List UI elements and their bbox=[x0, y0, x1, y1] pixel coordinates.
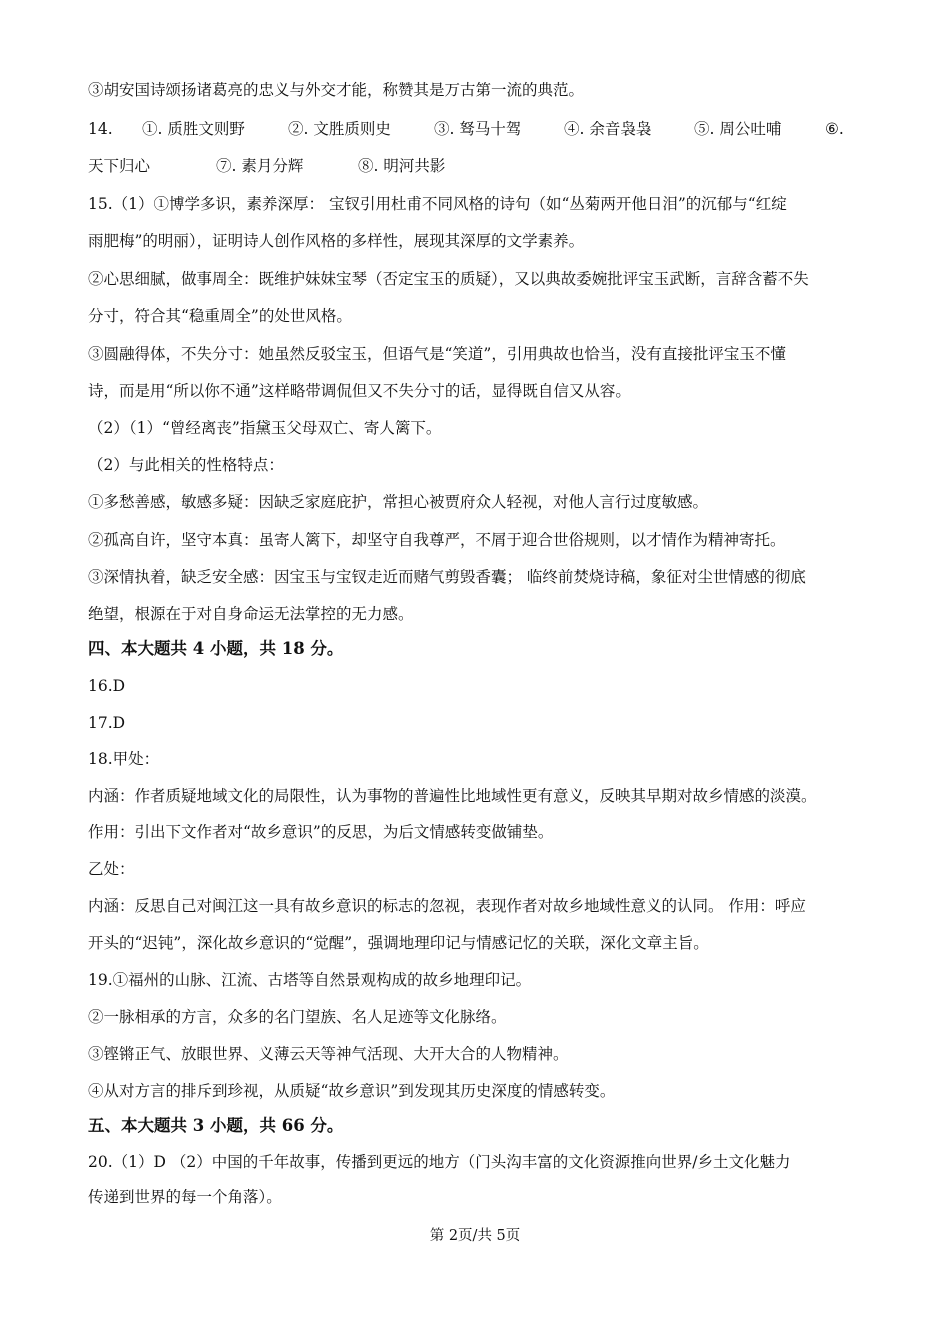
answer-line: 内涵：作者质疑地域文化的局限性，认为事物的普遍性比地域性更有意义，反映其早期对故乡情感的淡漠。 bbox=[88, 787, 817, 805]
q14-item: ⑥. bbox=[825, 120, 844, 138]
answer-line: 16.D bbox=[88, 677, 126, 695]
answer-line: 传递到世界的每一个角落）。 bbox=[88, 1188, 282, 1206]
q14-item: 天下归心 bbox=[88, 157, 151, 175]
answer-line: 乙处： bbox=[88, 860, 135, 878]
answer-line: （2）与此相关的性格特点： bbox=[88, 456, 284, 474]
section-heading: 五、本大题共 3 小题，共 66 分。 bbox=[88, 1116, 344, 1135]
q14-number: 14. bbox=[88, 120, 113, 138]
answer-line: ④从对方言的排斥到珍视，从质疑“故乡意识”到发现其历史深度的情感转变。 bbox=[88, 1082, 616, 1100]
answer-line: 分寸，符合其“稳重周全”的处世风格。 bbox=[88, 307, 352, 325]
answer-line: 20.（1）D （2）中国的千年故事，传播到更远的地方（门头沟丰富的文化资源推向世界/乡土文化魅力 bbox=[88, 1153, 791, 1171]
answer-line: ③深情执着，缺乏安全感：因宝玉与宝钗走近而赌气剪毁香囊； 临终前焚烧诗稿，象征对尘世情感的彻底 bbox=[88, 568, 806, 586]
q14-item: ⑤. 周公吐哺 bbox=[694, 120, 782, 138]
answer-line: （2）（1）“曾经离丧”指黛玉父母双亡、寄人篱下。 bbox=[88, 419, 442, 437]
answer-line: ②心思细腻，做事周全：既维护妹妹宝琴（否定宝玉的质疑），又以典故委婉批评宝玉武断，言辞含蓄不失 bbox=[88, 270, 809, 288]
answer-line: ③圆融得体，不失分寸：她虽然反驳宝玉，但语气是“笑道”，引用典故也恰当，没有直接批评宝玉不懂 bbox=[88, 345, 786, 363]
q14-item: ①. 质胜文则野 bbox=[142, 120, 245, 138]
answer-line: 19.①福州的山脉、江流、古塔等自然景观构成的故乡地理印记。 bbox=[88, 971, 532, 989]
answer-line: 开头的“迟钝”，深化故乡意识的“觉醒”，强调地理印记与情感记忆的关联，深化文章主旨。 bbox=[88, 934, 709, 952]
q14-item: ⑧. 明河共影 bbox=[358, 157, 446, 175]
answer-line: ②一脉相承的方言，众多的名门望族、名人足迹等文化脉络。 bbox=[88, 1008, 507, 1026]
answer-line: 雨肥梅”的明丽），证明诗人创作风格的多样性，展现其深厚的文学素养。 bbox=[88, 232, 585, 250]
answer-line: 诗，而是用“所以你不通”这样略带调侃但又不失分寸的话，显得既自信又从容。 bbox=[88, 382, 631, 400]
answer-line: 绝望，根源在于对自身命运无法掌控的无力感。 bbox=[88, 605, 414, 623]
answer-line: 18.甲处： bbox=[88, 750, 160, 768]
page-number: 第 2页/共 5页 bbox=[429, 1228, 521, 1244]
q14-item: ②. 文胜质则史 bbox=[288, 120, 391, 138]
answer-line: ①多愁善感，敏感多疑：因缺乏家庭庇护，常担心被贾府众人轻视，对他人言行过度敏感。 bbox=[88, 493, 709, 511]
q14-item: ③. 驽马十驾 bbox=[434, 120, 522, 138]
q14-item: ④. 余音袅袅 bbox=[564, 120, 652, 138]
answer-line: ③胡安国诗颂扬诸葛亮的忠义与外交才能，称赞其是万古第一流的典范。 bbox=[88, 81, 585, 99]
answer-line: 内涵：反思自己对闽江这一具有故乡意识的标志的忽视，表现作者对故乡地域性意义的认同。 作用：呼应 bbox=[88, 897, 806, 915]
answer-line: 15.（1）①博学多识，素养深厚： 宝钗引用杜甫不同风格的诗句（如“丛菊两开他日泪”的沉郁与“红绽 bbox=[88, 195, 787, 213]
answer-line: ③铿锵正气、放眼世界、义薄云天等神气活现、大开大合的人物精神。 bbox=[88, 1045, 569, 1063]
section-heading: 四、本大题共 4 小题，共 18 分。 bbox=[88, 639, 344, 658]
answer-line: 作用：引出下文作者对“故乡意识”的反思，为后文情感转变做铺垫。 bbox=[88, 823, 554, 841]
answer-line: 17.D bbox=[88, 714, 126, 732]
q14-item: ⑦. 素月分辉 bbox=[216, 157, 304, 175]
answer-line: ②孤高自许，坚守本真：虽寄人篱下，却坚守自我尊严，不屑于迎合世俗规则，以才情作为精神寄托。 bbox=[88, 531, 786, 549]
